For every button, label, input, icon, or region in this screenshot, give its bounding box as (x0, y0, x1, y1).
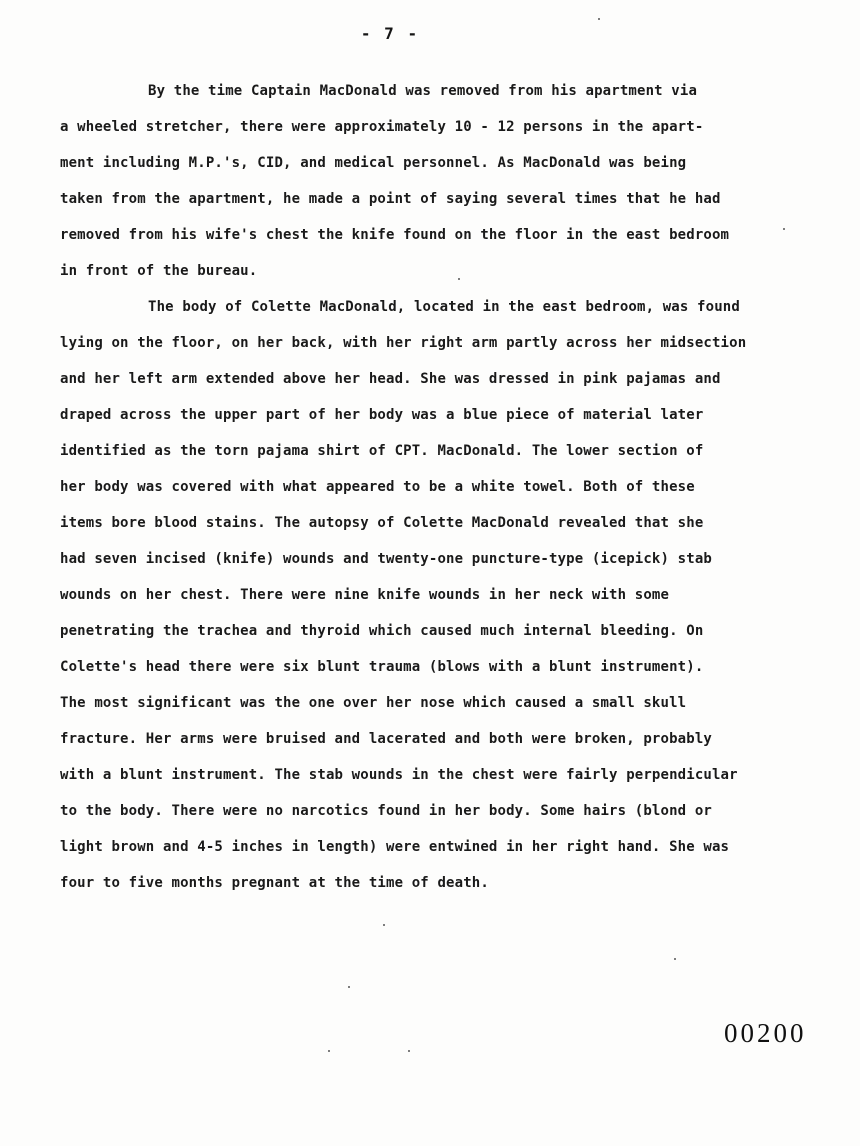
text-line: items bore blood stains. The autopsy of Colette MacDonald revealed that she (60, 515, 704, 531)
text-line: identified as the torn pajama shirt of CPT. MacDonald. The lower section of (60, 443, 704, 459)
scan-speck (674, 958, 676, 960)
text-line: a wheeled stretcher, there were approximately 10 - 12 persons in the apart- (60, 119, 704, 135)
text-line: and her left arm extended above her head. She was dressed in pink pajamas and (60, 371, 721, 387)
text-line: with a blunt instrument. The stab wounds in the chest were fairly perpendicular (60, 767, 738, 783)
text-line: four to five months pregnant at the time of death. (60, 875, 489, 891)
text-line: light brown and 4-5 inches in length) were entwined in her right hand. She was (60, 839, 730, 855)
page-number: - 7 - (360, 24, 420, 43)
text-line: her body was covered with what appeared to be a white towel. Both of these (60, 479, 695, 495)
text-line: ment including M.P.'s, CID, and medical personnel. As MacDonald was being (60, 155, 687, 171)
text-line: to the body. There were no narcotics found in her body. Some hairs (blond or (60, 803, 712, 819)
document-id-number: 00200 (724, 1018, 807, 1048)
text-line: had seven incised (knife) wounds and twenty-one puncture-type (icepick) stab (60, 551, 712, 567)
text-line: lying on the floor, on her back, with her right arm partly across her midsection (60, 335, 747, 351)
text-line: wounds on her chest. There were nine knife wounds in her neck with some (60, 587, 670, 603)
text-line: By the time Captain MacDonald was removed from his apartment via (148, 83, 698, 99)
scan-speck (458, 278, 460, 280)
scan-speck (598, 18, 600, 20)
scan-speck (348, 986, 350, 988)
scan-speck (408, 1050, 410, 1052)
scan-speck (383, 924, 385, 926)
text-line: removed from his wife's chest the knife found on the floor in the east bedroom (60, 227, 730, 243)
text-line: draped across the upper part of her body was a blue piece of material later (60, 407, 704, 423)
text-line: The most significant was the one over her nose which caused a small skull (60, 695, 687, 711)
text-line: Colette's head there were six blunt trauma (blows with a blunt instrument). (60, 659, 704, 675)
scan-speck (328, 1050, 330, 1052)
text-line: in front of the bureau. (60, 263, 258, 279)
text-line: taken from the apartment, he made a point of saying several times that he had (60, 191, 721, 207)
text-line: fracture. Her arms were bruised and lacerated and both were broken, probably (60, 731, 712, 747)
scan-speck (783, 228, 785, 230)
text-line: The body of Colette MacDonald, located in the east bedroom, was found (148, 299, 740, 315)
text-line: penetrating the trachea and thyroid which caused much internal bleeding. On (60, 623, 704, 639)
